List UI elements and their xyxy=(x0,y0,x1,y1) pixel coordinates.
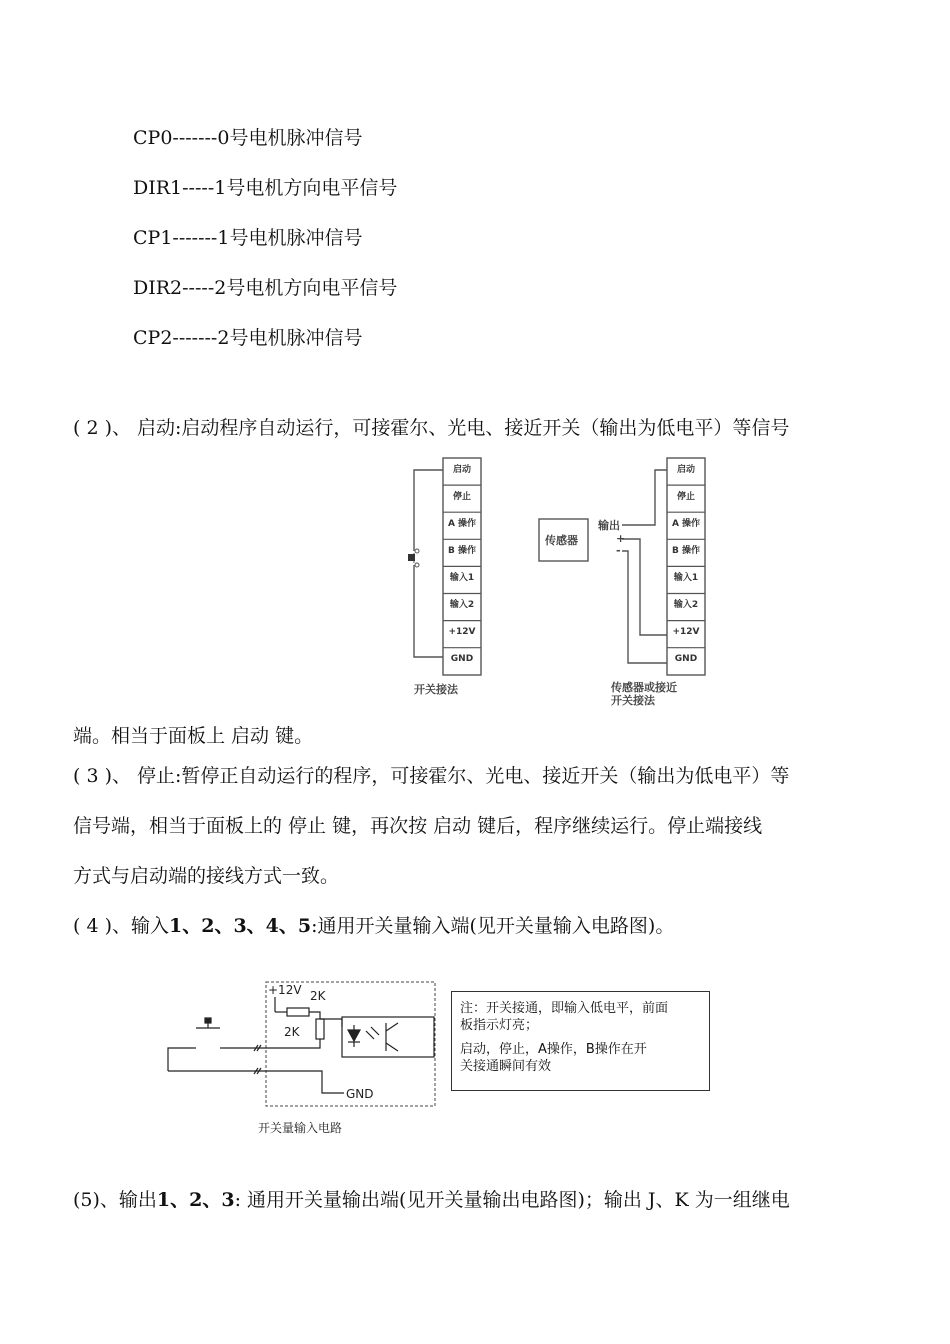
terminal-label-12v-right: +12V xyxy=(672,627,700,637)
terminal-label-in1-left: 输入1 xyxy=(449,573,475,583)
r2-label: 2K xyxy=(284,1025,300,1039)
v12-label: +12V xyxy=(268,983,302,997)
signal-line: DIR2-----2号电机方向电平信号 xyxy=(133,277,398,299)
plus-label: + xyxy=(616,532,626,545)
sensor-wiring-caption-1: 传感器或接近 xyxy=(611,681,677,694)
section-4-suffix: :通用开关量输入端(见开关量输入电路图)。 xyxy=(311,915,675,937)
signal-line: CP1-------1号电机脉冲信号 xyxy=(133,227,363,249)
signal-line: DIR1-----1号电机方向电平信号 xyxy=(133,177,398,199)
terminal-label-12v-left: +12V xyxy=(448,627,476,637)
terminal-label-start-right: 启动 xyxy=(676,465,696,475)
note-line: 注：开关接通，即输入低电平，前面 xyxy=(460,1001,669,1016)
terminal-label-a-right: A 操作 xyxy=(671,519,701,529)
section-4-line xyxy=(73,914,674,938)
terminal-label-in2-right: 输入2 xyxy=(673,600,699,610)
terminal-label-stop-right: 停止 xyxy=(676,492,696,502)
r1-label: 2K xyxy=(310,989,326,1003)
minus-label: - xyxy=(616,544,621,557)
terminal-label-start-left: 启动 xyxy=(452,465,472,475)
signal-line: CP0-------0号电机脉冲信号 xyxy=(133,127,363,149)
input-circuit-diagram xyxy=(160,975,450,1140)
input-circuit-caption: 开关量输入电路 xyxy=(258,1121,343,1135)
switch-wiring-caption: 开关接法 xyxy=(414,683,458,696)
section-3-line-2: 信号端，相当于面板上的 停止 键，再次按 启动 键后，程序继续运行。停止端接线 xyxy=(73,815,763,837)
sensor-label: 传感器 xyxy=(545,534,578,547)
terminal-wiring-diagram xyxy=(400,455,720,710)
terminal-label-a-left: A 操作 xyxy=(447,519,477,529)
section-2-line-2: 端。相当于面板上 启动 键。 xyxy=(73,725,314,747)
switch-icon xyxy=(408,549,419,567)
output-label: 输出 xyxy=(598,519,620,532)
section-3-line-1: ( 3 )、 停止:暂停正自动运行的程序，可接霍尔、光电、接近开关（输出为低电平）等 xyxy=(73,765,790,787)
note-line: 关接通瞬间有效 xyxy=(460,1059,552,1074)
gnd-label: GND xyxy=(346,1087,374,1101)
terminal-label-in2-left: 输入2 xyxy=(449,600,475,610)
section-5-line xyxy=(73,1188,790,1212)
terminal-label-b-left: B 操作 xyxy=(448,546,476,556)
note-line: 板指示灯亮； xyxy=(460,1018,539,1033)
terminal-label-in1-right: 输入1 xyxy=(673,573,699,583)
terminal-label-gnd-left: GND xyxy=(450,654,474,664)
section-5-prefix: (5)、输出 xyxy=(73,1189,157,1211)
section-5-numbers: 1、2、3 xyxy=(156,1189,235,1211)
section-4-numbers: 1、2、3、4、5 xyxy=(169,915,312,937)
note-line: 启动，停止，A操作，B操作在开 xyxy=(460,1042,647,1057)
section-4-prefix: ( 4 )、输入 xyxy=(73,915,169,937)
terminal-label-stop-left: 停止 xyxy=(452,492,472,502)
terminal-label-b-right: B 操作 xyxy=(672,546,700,556)
signal-line: CP2-------2号电机脉冲信号 xyxy=(133,327,363,349)
section-2-line-1: ( 2 )、 启动:启动程序自动运行，可接霍尔、光电、接近开关（输出为低电平）等信号 xyxy=(73,417,790,439)
input-circuit-note xyxy=(451,991,710,1091)
section-5-suffix: : 通用开关量输出端(见开关量输出电路图)；输出 J、K 为一组继电 xyxy=(234,1189,790,1211)
terminal-label-gnd-right: GND xyxy=(674,654,698,664)
sensor-wiring-caption-2: 开关接法 xyxy=(611,694,655,707)
section-3-line-3: 方式与启动端的接线方式一致。 xyxy=(73,865,340,887)
